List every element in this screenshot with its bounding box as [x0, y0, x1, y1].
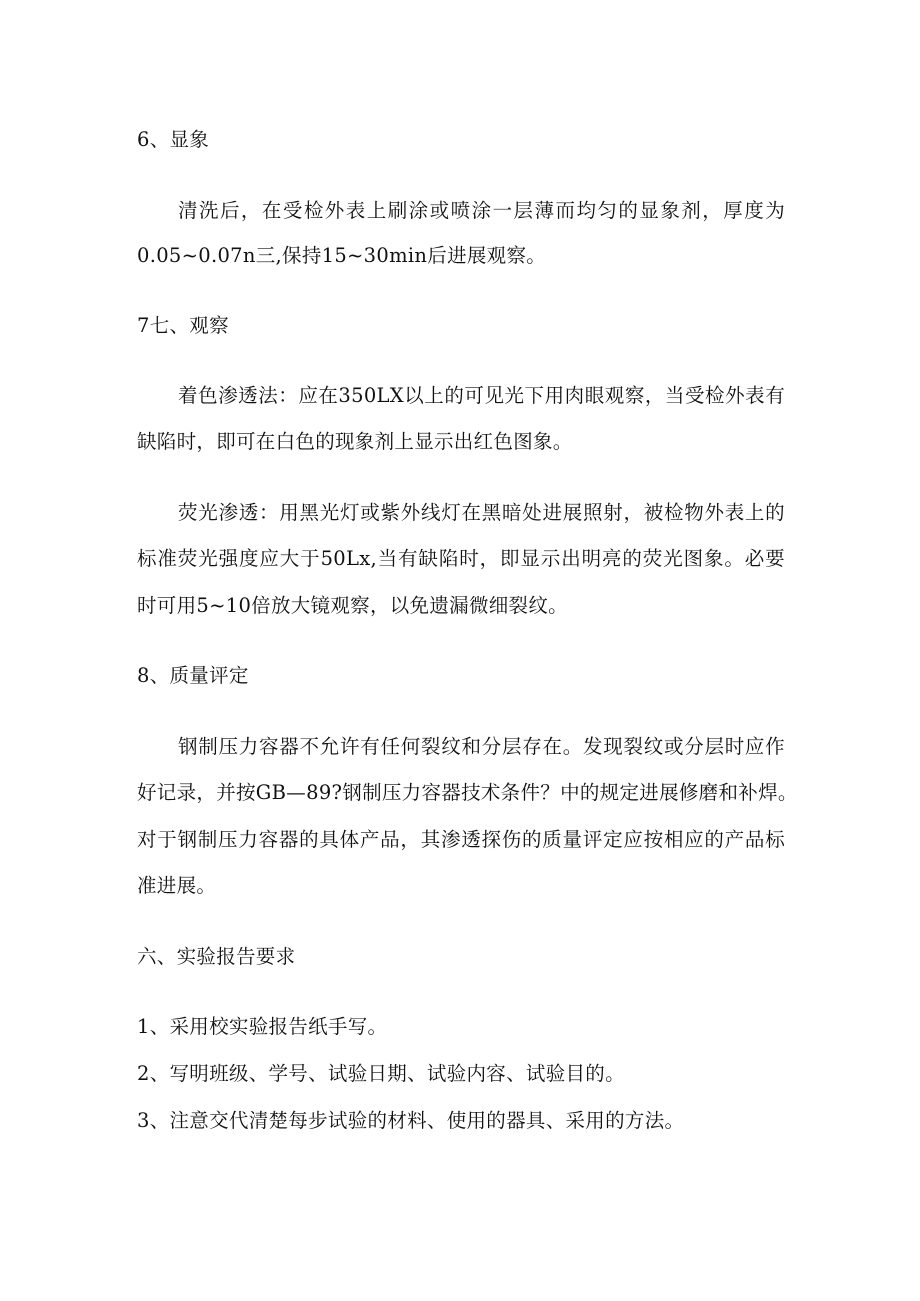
report-item-2: 2、写明班级、学号、试验日期、试验内容、试验目的。: [137, 1062, 625, 1085]
section-7-p2-line-3: 时可用5~10倍放大镜观察，以免遗漏微细裂纹。: [137, 594, 568, 617]
section-8-line-1: 钢制压力容器不允许有任何裂纹和分层存在。发现裂纹或分层时应作: [178, 735, 785, 758]
section-7-p2-line-2: 标准荧光强度应大于50Lx,当有缺陷时，即显示出明亮的荧光图象。必要: [137, 547, 785, 570]
section-6-line-2: 0.05~0.07n三,保持15~30min后进展观察。: [137, 244, 547, 267]
section-8-line-4: 准进展。: [137, 874, 217, 897]
section-7-p1-line-1: 着色渗透法：应在350LX以上的可见光下用肉眼观察，当受检外表有: [178, 384, 785, 407]
report-item-1: 1、采用校实验报告纸手写。: [137, 1015, 388, 1038]
section-7-p1-line-2: 缺陷时，即可在白色的现象剂上显示出红色图象。: [137, 430, 573, 453]
report-item-3: 3、注意交代清楚每步试验的材料、使用的器具、采用的方法。: [137, 1109, 685, 1132]
report-heading: 六、实验报告要求: [137, 945, 296, 968]
section-8-line-3: 对于钢制压力容器的具体产品，其渗透探伤的质量评定应按相应的产品标: [137, 828, 785, 851]
section-6-line-1: 清洗后，在受检外表上刷涂或喷涂一层薄而均匀的显象剂，厚度为: [178, 199, 785, 222]
section-8-line-2: 好记录，并按GB—89?钢制压力容器技术条件？中的规定进展修磨和补焊。: [137, 781, 798, 804]
section-6-heading: 6、显象: [137, 128, 210, 151]
section-7-p2-line-1: 荧光渗透：用黑光灯或紫外线灯在黑暗处进展照射，被检物外表上的: [178, 501, 785, 524]
section-7-heading: 7七、观察: [137, 314, 229, 337]
section-8-heading: 8、质量评定: [137, 664, 249, 687]
